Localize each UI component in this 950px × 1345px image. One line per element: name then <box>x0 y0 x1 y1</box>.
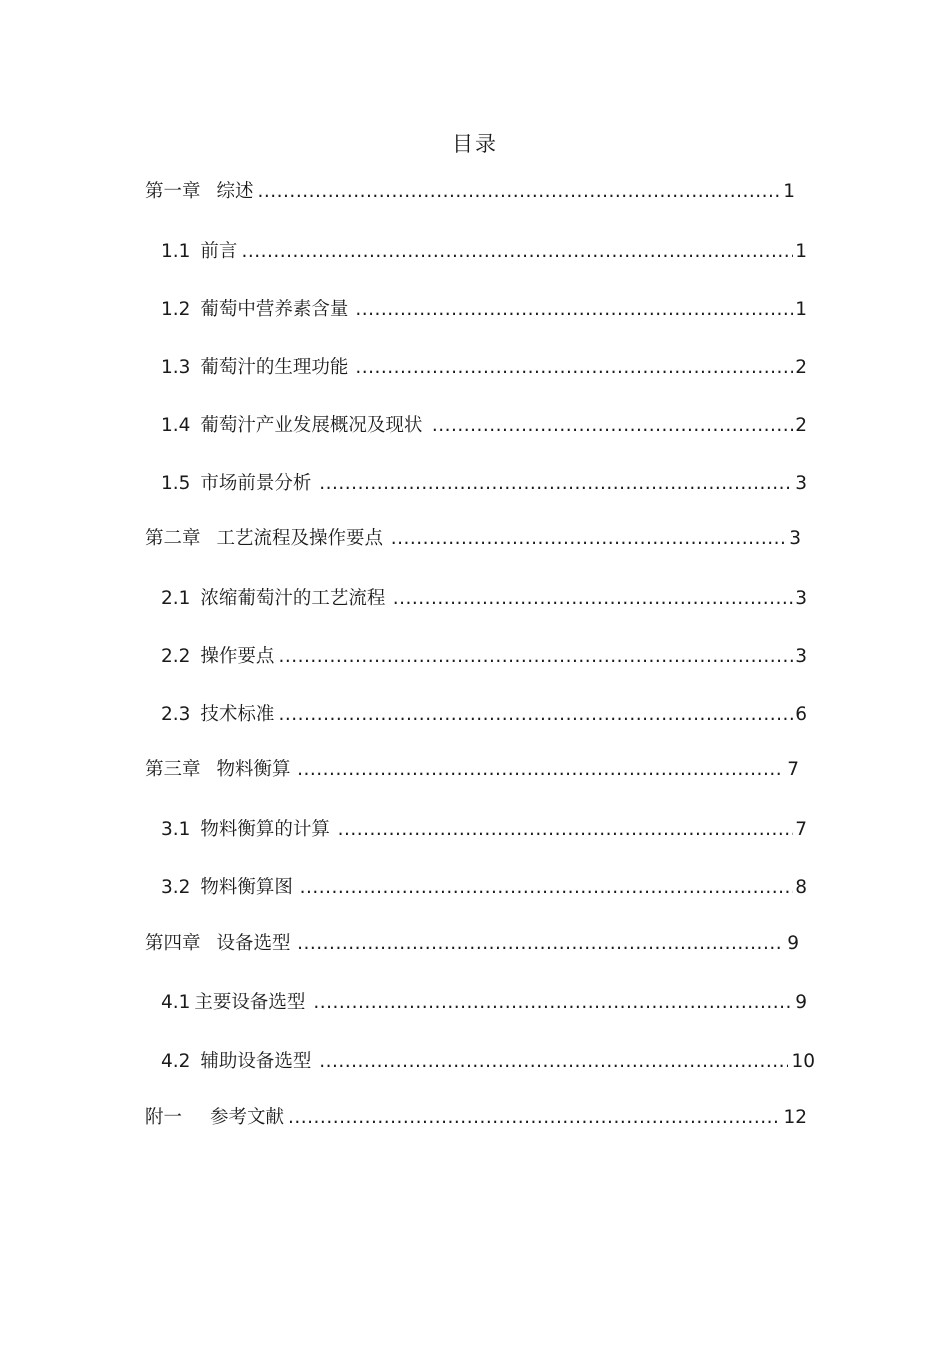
toc-entry[interactable] <box>161 991 807 1015</box>
toc-entry-label: 浓缩葡萄汁的工艺流程 <box>200 588 386 609</box>
toc-leader-dots <box>297 932 783 956</box>
toc-leader-dots <box>313 991 793 1015</box>
toc-entry-page: 1 <box>795 299 807 320</box>
toc-entry[interactable] <box>145 758 799 782</box>
toc-entry-page: 7 <box>795 819 807 840</box>
toc-leader-dots <box>319 1050 788 1074</box>
toc-entry-label: 市场前景分析 <box>200 473 312 494</box>
toc-leader-dots <box>355 298 793 322</box>
toc-entry-page: 3 <box>795 588 807 609</box>
toc-leader-dots <box>278 645 793 669</box>
toc-entry-number: 4.2 <box>161 1051 191 1072</box>
toc-entry-label: 葡萄汁产业发展概况及现状 <box>200 415 423 436</box>
toc-entry-number: 第二章 <box>145 528 201 549</box>
toc-leader-dots <box>393 587 794 611</box>
toc-entry-page: 12 <box>783 1107 807 1128</box>
toc-leader-dots <box>391 527 786 551</box>
toc-entry-label: 综述 <box>216 181 254 202</box>
toc-entry-label: 参考文献 <box>210 1107 285 1128</box>
toc-entry-page: 9 <box>795 992 807 1013</box>
toc-entry-page: 10 <box>791 1051 815 1072</box>
toc-entry-label: 物料衡算 <box>216 759 291 780</box>
toc-entry-label: 操作要点 <box>200 646 275 667</box>
toc-entry[interactable] <box>161 472 807 496</box>
toc-entry-page: 6 <box>795 704 807 725</box>
toc-leader-dots <box>432 414 793 438</box>
toc-entry-number: 4.1 <box>161 992 191 1013</box>
toc-entry-page: 1 <box>783 181 795 202</box>
toc-leader-dots <box>338 818 794 842</box>
toc-leader-dots <box>241 240 793 264</box>
toc-entry[interactable] <box>161 645 807 669</box>
toc-entry-number: 第四章 <box>145 933 201 954</box>
toc-leader-dots <box>297 758 783 782</box>
toc-entry-page: 1 <box>795 241 807 262</box>
toc-entry-number: 附一 <box>145 1107 183 1128</box>
toc-entry-number: 1.5 <box>161 473 191 494</box>
toc-entry-number: 3.2 <box>161 877 191 898</box>
toc-entry[interactable] <box>161 876 807 900</box>
toc-entry-label: 物料衡算图 <box>200 877 293 898</box>
toc-entry-number: 1.2 <box>161 299 191 320</box>
toc-entry-label: 前言 <box>200 241 238 262</box>
toc-entry[interactable] <box>161 703 807 727</box>
toc-entry-number: 2.3 <box>161 704 191 725</box>
toc-entry[interactable] <box>161 587 807 611</box>
toc-entry-number: 第一章 <box>145 181 201 202</box>
toc-entry-page: 2 <box>795 415 807 436</box>
toc-entry-number: 2.1 <box>161 588 191 609</box>
toc-entry-page: 9 <box>787 933 799 954</box>
toc-entry-page: 7 <box>787 759 799 780</box>
toc-entry-number: 1.1 <box>161 241 191 262</box>
toc-leader-dots <box>300 876 794 900</box>
toc-entry[interactable] <box>161 298 807 322</box>
toc-entry-page: 3 <box>789 528 801 549</box>
toc-entry-label: 葡萄中营养素含量 <box>200 299 349 320</box>
toc-title: 目录 <box>452 132 498 156</box>
toc-leader-dots <box>355 356 793 380</box>
toc-entry[interactable] <box>145 1106 807 1130</box>
toc-entry-number: 1.3 <box>161 357 191 378</box>
toc-entry[interactable] <box>161 414 807 438</box>
toc-entry[interactable] <box>145 527 801 551</box>
toc-entry-label: 葡萄汁的生理功能 <box>200 357 349 378</box>
toc-entry[interactable] <box>145 180 795 204</box>
toc-entry-page: 8 <box>795 877 807 898</box>
toc-entry-label: 物料衡算的计算 <box>200 819 330 840</box>
toc-entry-label: 设备选型 <box>216 933 291 954</box>
toc-entry-number: 2.2 <box>161 646 191 667</box>
toc-entry-label: 技术标准 <box>200 704 275 725</box>
toc-entry-page: 3 <box>795 646 807 667</box>
toc-entry-page: 2 <box>795 357 807 378</box>
toc-entry-number: 3.1 <box>161 819 191 840</box>
toc-entry-label: 辅助设备选型 <box>200 1051 312 1072</box>
toc-entry-number: 第三章 <box>145 759 201 780</box>
toc-entry[interactable] <box>161 240 807 264</box>
toc-entry-label: 主要设备选型 <box>194 992 306 1013</box>
toc-entry[interactable] <box>161 1050 815 1074</box>
toc-leader-dots <box>319 472 793 496</box>
toc-leader-dots <box>278 703 793 727</box>
toc-entry-number: 1.4 <box>161 415 191 436</box>
toc-entry-page: 3 <box>795 473 807 494</box>
toc-leader-dots <box>258 180 782 204</box>
toc-entry-label: 工艺流程及操作要点 <box>216 528 384 549</box>
toc-leader-dots <box>288 1106 779 1130</box>
toc-entry[interactable] <box>145 932 799 956</box>
toc-entry[interactable] <box>161 818 807 842</box>
toc-entry[interactable] <box>161 356 807 380</box>
